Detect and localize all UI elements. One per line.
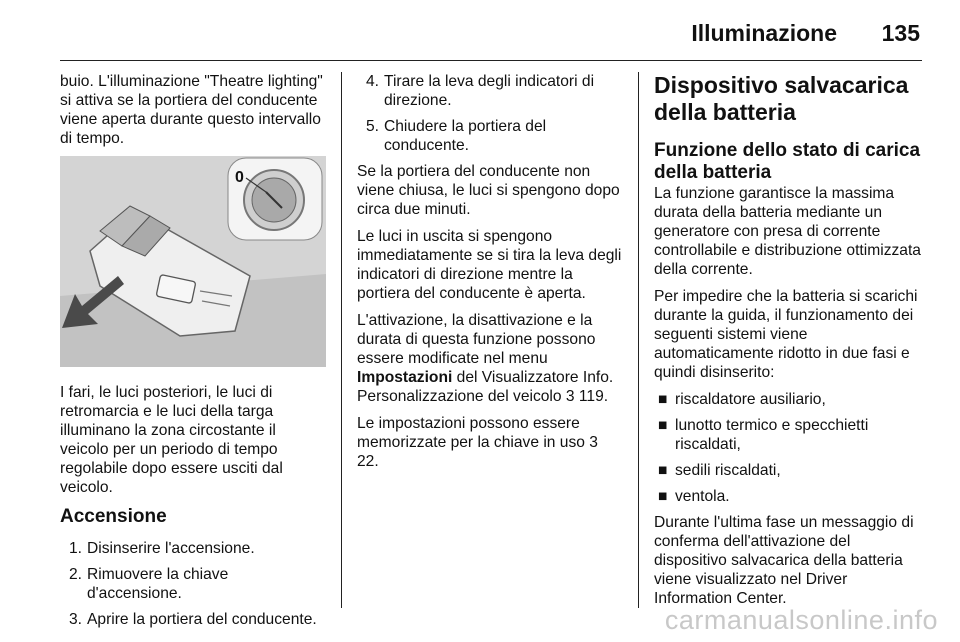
step-number: 1.	[68, 540, 82, 557]
list-item	[357, 117, 623, 155]
column-divider-1	[341, 72, 342, 608]
header-title: Illuminazione	[691, 20, 837, 46]
step-text: Disinserire l'accensione.	[87, 540, 255, 557]
paragraph: I fari, le luci posteriori, le luci di retromarcia e le luci della targa illuminano la zona circostante il veicolo per un periodo di tempo regolabile dopo essere usciti dal veicolo.	[60, 384, 283, 496]
menu-name: Impostazioni	[357, 369, 453, 386]
column-3	[654, 72, 924, 616]
subsection-title: Funzione dello stato di carica della batteria	[654, 140, 921, 183]
list-item	[654, 461, 924, 480]
section-title: Dispositivo salvacarica della batteria	[654, 72, 909, 125]
step-number: 3.	[68, 611, 82, 628]
step-text: Chiudere la portiera del conducente.	[384, 118, 547, 154]
paragraph: Le luci in uscita si spengono immediatamente se si tira la leva degli indicatori di direzione mentre la portiera del conducente è aperta.	[357, 228, 622, 302]
step-text: Rimuovere la chiave d'accensione.	[87, 566, 229, 602]
step-number: 5.	[365, 118, 379, 135]
column-2	[357, 72, 623, 479]
text: Le impostazioni possono essere memorizzate per la chiave in uso	[357, 415, 590, 451]
paragraph: buio. L'illuminazione "Theatre lighting" si attiva se la portiera del conducente viene aperta durante questo intervallo di tempo.	[60, 73, 323, 147]
list-item	[654, 487, 924, 506]
bullet-icon: ■	[658, 488, 668, 505]
watermark: carmanualsonline.info	[664, 605, 938, 635]
text: del Visualizzatore Info. Personalizzazione del veicolo	[357, 369, 614, 405]
figure-label: 0	[235, 169, 244, 186]
item-text: lunotto termico e specchietti riscaldati,	[675, 417, 869, 453]
paragraph: La funzione garantisce la massima durata della batteria mediante un generatore con presa di corrente controllabile e distribuzione ottimizzata della corrente.	[654, 185, 921, 278]
paragraph: Se la portiera del conducente non viene chiusa, le luci si spengono dopo circa due minuti.	[357, 163, 620, 218]
column-divider-2	[638, 72, 639, 608]
column-1	[60, 72, 326, 636]
step-number: 4.	[365, 73, 379, 90]
steps-list	[357, 72, 623, 155]
paragraph: Durante l'ultima fase un messaggio di conferma dell'attivazione del dispositivo salvacarica della batteria viene visualizzato nel Driver Information Center.	[654, 514, 914, 607]
list-item	[654, 416, 924, 454]
item-text: sedili riscaldati,	[675, 462, 781, 479]
list-item	[357, 72, 623, 110]
list-item	[60, 539, 326, 558]
text: L'attivazione, la disattivazione e la durata di questa funzione possono essere modificate nel menu	[357, 312, 596, 367]
list-item	[654, 390, 924, 409]
bullet-icon: ■	[658, 462, 668, 479]
steps-list	[60, 539, 326, 629]
header-rule	[60, 60, 922, 61]
step-text: Aprire la portiera del conducente.	[87, 611, 317, 628]
indicator-lever-illustration	[60, 156, 326, 367]
paragraph	[357, 414, 623, 471]
page-reference[interactable]: 3 22.	[357, 434, 598, 470]
bullet-list	[654, 390, 924, 506]
step-number: 2.	[68, 566, 82, 583]
list-item	[60, 610, 326, 629]
paragraph: Per impedire che la batteria si scarichi durante la guida, il funzionamento dei seguenti sistemi viene automaticamente ridotto in due fasi e quindi disinserito:	[654, 288, 918, 381]
lever-diagram	[60, 156, 326, 367]
item-text: ventola.	[675, 488, 730, 505]
step-text: Tirare la leva degli indicatori di direzione.	[384, 73, 595, 109]
bullet-icon: ■	[658, 417, 668, 434]
item-text: riscaldatore ausiliario,	[675, 391, 826, 408]
paragraph	[357, 311, 623, 406]
section-heading-accensione: Accensione	[60, 506, 167, 527]
bullet-icon: ■	[658, 391, 668, 408]
page-number: 135	[881, 20, 920, 46]
page-reference[interactable]: 3 119.	[565, 388, 609, 405]
list-item	[60, 565, 326, 603]
